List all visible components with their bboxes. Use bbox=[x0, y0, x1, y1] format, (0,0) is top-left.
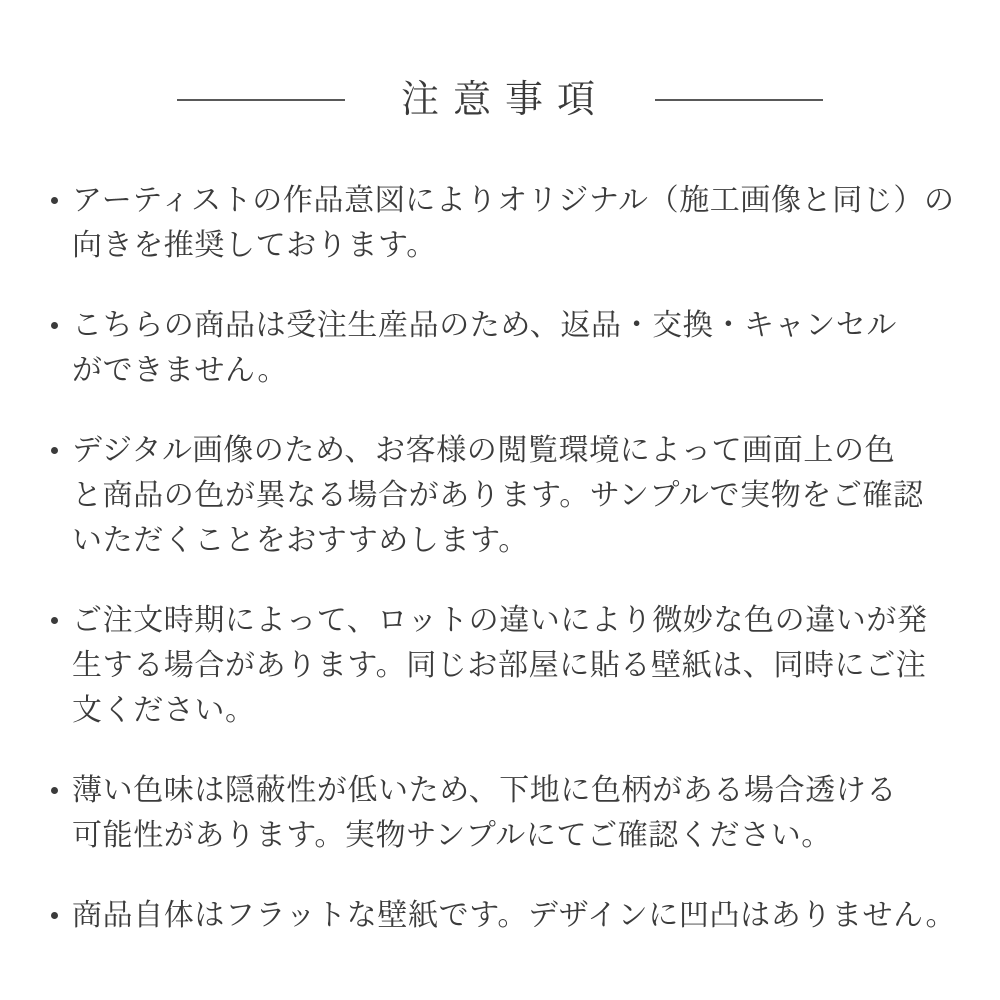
note-line: 薄い色味は隠蔽性が低いため、下地に色柄がある場合透ける bbox=[72, 774, 897, 807]
title-rule-right bbox=[655, 99, 823, 101]
note-item-orientation bbox=[50, 178, 1000, 268]
note-line: アーティストの作品意図によりオリジナル（施工画像と同じ）の bbox=[72, 184, 955, 217]
title-rule-left bbox=[177, 99, 345, 101]
note-line: 商品自体はフラットな壁紙です。デザインに凹凸はありません。 bbox=[72, 899, 957, 932]
note-item-lot-difference bbox=[50, 598, 1000, 733]
bullet-dot-icon bbox=[51, 912, 58, 919]
bullet-dot-icon bbox=[51, 617, 58, 624]
bullet-dot-icon bbox=[51, 787, 58, 794]
note-item-digital-color bbox=[50, 428, 1000, 563]
notice-page bbox=[0, 78, 1000, 1000]
note-line: 可能性があります。実物サンプルにてご確認ください。 bbox=[72, 819, 832, 852]
note-item-flat-design bbox=[50, 893, 1000, 938]
bullet-dot-icon bbox=[51, 197, 58, 204]
note-line: いただくことをおすすめします。 bbox=[72, 524, 529, 557]
bullet-dot-icon bbox=[51, 322, 58, 329]
note-line: デジタル画像のため、お客様の閲覧環境によって画面上の色 bbox=[72, 434, 896, 467]
note-line: ご注文時期によって、ロットの違いにより微妙な色の違いが発 bbox=[72, 604, 928, 637]
note-item-no-returns bbox=[50, 303, 1000, 393]
note-line: と商品の色が異なる場合があります。サンプルで実物をご確認 bbox=[72, 479, 924, 512]
title-section bbox=[0, 78, 1000, 122]
note-line: ができません。 bbox=[72, 354, 288, 387]
note-line: 生する場合があります。同じお部屋に貼る壁紙は、同時にご注 bbox=[72, 649, 927, 682]
note-item-transparency bbox=[50, 768, 1000, 858]
notes-list bbox=[50, 178, 1000, 938]
page-title: 注意事項 bbox=[400, 79, 609, 121]
note-line: 向きを推奨しております。 bbox=[72, 229, 437, 262]
bullet-dot-icon bbox=[51, 447, 58, 454]
note-line: 文ください。 bbox=[72, 694, 256, 727]
note-line: こちらの商品は受注生産品のため、返品・交換・キャンセル bbox=[72, 309, 897, 342]
